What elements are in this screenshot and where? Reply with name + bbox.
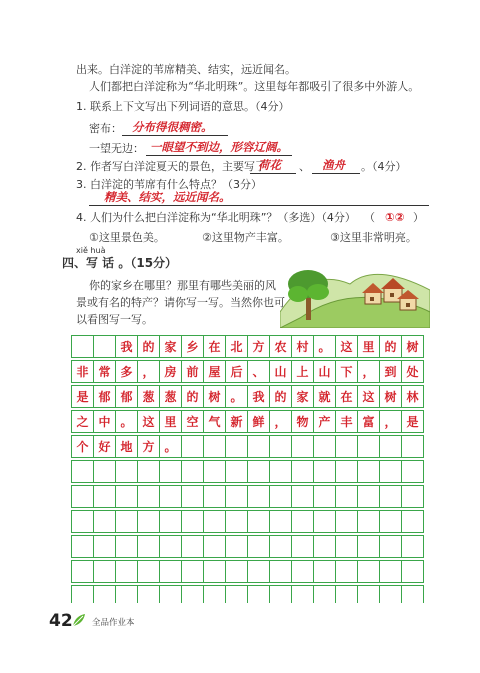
- grid-char: 农: [274, 339, 287, 354]
- writing-grid[interactable]: [71, 335, 426, 603]
- grid-cell: [402, 536, 424, 558]
- grid-cell: [116, 561, 138, 583]
- grid-cell: [160, 536, 182, 558]
- grid-cell: [72, 486, 94, 508]
- grid-cell: [270, 486, 292, 508]
- grid-cell: [226, 486, 248, 508]
- grid-cell: [270, 586, 292, 604]
- grid-cell: [116, 511, 138, 533]
- grid-cell: [336, 511, 358, 533]
- grid-char: 的: [384, 339, 397, 354]
- grid-cell: [204, 561, 226, 583]
- grid-cell: [138, 536, 160, 558]
- grid-char: ，: [142, 364, 155, 379]
- grid-char: 个: [76, 439, 89, 454]
- passage-line-2: 人们都把白洋淀称为“华北明珠”。这里每年都吸引了很多中外游人。: [89, 80, 420, 93]
- section-4-pinyin: xiě huà: [76, 246, 106, 255]
- grid-char: 。: [164, 439, 177, 454]
- grid-cell: [138, 461, 160, 483]
- grid-cell: [402, 561, 424, 583]
- grid-cell: [380, 561, 402, 583]
- grid-cell: [204, 486, 226, 508]
- grid-cell: [94, 511, 116, 533]
- answer-line-1b: [146, 155, 292, 156]
- book-name: 全品作业本: [92, 618, 135, 628]
- question-4-paren-open: （: [364, 211, 375, 224]
- grid-char: 我: [252, 389, 265, 404]
- grid-cell: [248, 561, 270, 583]
- grid-cell: [336, 486, 358, 508]
- grid-cell: [204, 536, 226, 558]
- grid-char: 下: [340, 364, 353, 379]
- grid-char: 这: [362, 389, 375, 404]
- grid-cell: [138, 486, 160, 508]
- grid-cell: [292, 436, 314, 458]
- grid-char: 树: [384, 389, 397, 404]
- grid-cell: [138, 586, 160, 604]
- grid-char: 家: [164, 339, 177, 354]
- grid-char: 非: [76, 364, 89, 379]
- answer-2b: 渔舟: [322, 158, 345, 172]
- grid-cell: [160, 561, 182, 583]
- grid-cell: [94, 486, 116, 508]
- question-1-term-1: 密布：: [89, 122, 122, 135]
- grid-cell: [380, 486, 402, 508]
- grid-char: 到: [384, 364, 397, 379]
- grid-char: 的: [186, 389, 199, 404]
- grid-char: ，: [274, 414, 287, 429]
- grid-char: 林: [406, 389, 419, 404]
- grid-cell: [72, 586, 94, 604]
- section-4-prompt-2: 景或有名的特产？请你写一写。当然你也可: [76, 296, 285, 309]
- grid-char: 上: [296, 364, 309, 379]
- grid-cell: [182, 436, 204, 458]
- grid-cell: [314, 436, 336, 458]
- grid-cell: [270, 536, 292, 558]
- page-number: 42: [49, 611, 73, 631]
- grid-cell: [402, 436, 424, 458]
- grid-cell: [292, 461, 314, 483]
- grid-cell: [72, 511, 94, 533]
- grid-cell: [72, 536, 94, 558]
- grid-cell: [182, 511, 204, 533]
- grid-cell: [182, 536, 204, 558]
- grid-cell: [248, 436, 270, 458]
- grid-cell: [336, 561, 358, 583]
- grid-cell: [358, 536, 380, 558]
- grid-char: 富: [362, 414, 375, 429]
- grid-cell: [380, 461, 402, 483]
- grid-char: 。: [120, 414, 133, 429]
- grid-cell: [204, 511, 226, 533]
- grid-char: 、: [252, 364, 265, 379]
- grid-cell: [358, 561, 380, 583]
- grid-char: 葱: [142, 389, 155, 404]
- question-4-prompt: 4. 人们为什么把白洋淀称为“华北明珠”？（多选）（4分）: [76, 211, 356, 224]
- grid-char: 。: [230, 389, 243, 404]
- grid-char: 乡: [186, 339, 199, 354]
- grid-char: 是: [406, 414, 419, 429]
- grid-cell: [94, 561, 116, 583]
- grid-cell: [402, 511, 424, 533]
- question-2-score: 。（4分）: [361, 160, 407, 173]
- grid-char: 郁: [120, 389, 133, 404]
- grid-cell: [72, 461, 94, 483]
- answer-line-3: [89, 205, 429, 206]
- grid-char: 的: [142, 339, 155, 354]
- grid-char: 鲜: [252, 414, 265, 429]
- grid-cell: [402, 586, 424, 604]
- grid-cell: [248, 511, 270, 533]
- grid-cell: [336, 536, 358, 558]
- grid-char: 北: [230, 339, 243, 354]
- grid-char: 是: [76, 389, 89, 404]
- answer-3: 精美、结实，远近闻名。: [104, 190, 231, 204]
- grid-char: 村: [296, 339, 309, 354]
- question-2-prompt: 2. 作者写白洋淀夏天的景色，主要写了: [76, 160, 266, 173]
- grid-cell: [358, 511, 380, 533]
- grid-char: 郁: [98, 389, 111, 404]
- grid-char: 屋: [208, 364, 221, 379]
- grid-char: 在: [340, 389, 353, 404]
- grid-cell: [72, 336, 94, 358]
- grid-cell: [314, 586, 336, 604]
- grid-cell: [94, 536, 116, 558]
- answer-4: ①②: [385, 210, 405, 224]
- grid-char: 前: [186, 364, 199, 379]
- grid-cell: [226, 561, 248, 583]
- grid-cell: [160, 586, 182, 604]
- grid-cell: [314, 511, 336, 533]
- grid-cell: [226, 436, 248, 458]
- question-1-prompt: 1. 联系上下文写出下列词语的意思。（4分）: [76, 100, 290, 113]
- grid-char: ，: [384, 414, 397, 429]
- answer-line-2b: [312, 173, 360, 174]
- grid-cell: [292, 486, 314, 508]
- grid-cell: [204, 436, 226, 458]
- grid-cell: [314, 486, 336, 508]
- grid-char: 丰: [340, 414, 353, 429]
- answer-2a: 荷花: [258, 158, 281, 172]
- grid-cell: [182, 561, 204, 583]
- grid-cell: [160, 486, 182, 508]
- grid-char: 家: [296, 389, 309, 404]
- grid-char: 葱: [164, 389, 177, 404]
- grid-cell: [248, 586, 270, 604]
- grid-cell: [270, 436, 292, 458]
- grid-char: 气: [208, 414, 221, 429]
- grid-char: 树: [406, 339, 419, 354]
- grid-cell: [226, 536, 248, 558]
- grid-char: 里: [164, 414, 177, 429]
- grid-cell: [358, 436, 380, 458]
- grid-cell: [248, 486, 270, 508]
- answer-1a: 分布得很稠密。: [132, 120, 213, 134]
- grid-cell: [402, 461, 424, 483]
- grid-char: 之: [76, 414, 89, 429]
- grid-cell: [336, 436, 358, 458]
- grid-char: 里: [362, 339, 375, 354]
- grid-cell: [204, 586, 226, 604]
- grid-char: 就: [318, 389, 331, 404]
- grid-cell: [336, 461, 358, 483]
- grid-cell: [94, 336, 116, 358]
- grid-cell: [292, 586, 314, 604]
- grid-char: 物: [296, 414, 309, 429]
- grid-cell: [94, 461, 116, 483]
- question-4-option-1: ①这里景色美。: [89, 231, 165, 244]
- grid-char: 在: [208, 339, 221, 354]
- question-2-separator: 、: [299, 160, 310, 173]
- grid-char: 产: [318, 414, 331, 429]
- grid-cell: [138, 511, 160, 533]
- leaf-logo-icon: [71, 612, 87, 632]
- grid-char: 后: [230, 364, 243, 379]
- grid-cell: [226, 461, 248, 483]
- village-illustration: [280, 262, 430, 328]
- grid-cell: [182, 486, 204, 508]
- section-4-prompt-3: 以看图写一写。: [76, 313, 153, 326]
- grid-cell: [72, 561, 94, 583]
- grid-cell: [160, 511, 182, 533]
- grid-cell: [182, 586, 204, 604]
- question-4-option-3: ③这里非常明亮。: [330, 231, 417, 244]
- answer-line-2a: [250, 173, 296, 174]
- grid-cell: [380, 511, 402, 533]
- grid-cell: [380, 536, 402, 558]
- grid-cell: [226, 586, 248, 604]
- grid-cell: [314, 461, 336, 483]
- grid-cell: [314, 561, 336, 583]
- grid-cell: [292, 511, 314, 533]
- grid-char: 多: [120, 364, 133, 379]
- grid-cell: [160, 461, 182, 483]
- grid-char: 好: [98, 439, 111, 454]
- grid-char: 方: [142, 439, 155, 454]
- grid-cell: [358, 461, 380, 483]
- grid-char: 常: [98, 364, 111, 379]
- grid-cell: [116, 486, 138, 508]
- grid-cell: [248, 536, 270, 558]
- grid-cell: [116, 536, 138, 558]
- grid-char: 空: [186, 414, 199, 429]
- passage-line-1: 出来。白洋淀的苇席精美、结实，远近闻名。: [76, 63, 296, 76]
- grid-char: 我: [120, 339, 133, 354]
- grid-char: 。: [318, 339, 331, 354]
- grid-cell: [270, 511, 292, 533]
- grid-char: 树: [208, 389, 221, 404]
- grid-cell: [358, 586, 380, 604]
- grid-char: 处: [406, 364, 419, 379]
- grid-cell: [380, 586, 402, 604]
- grid-char: 山: [318, 364, 331, 379]
- grid-cell: [116, 586, 138, 604]
- section-4-heading: 四、写 话 。（15分）: [62, 256, 178, 270]
- grid-cell: [292, 536, 314, 558]
- grid-cell: [226, 511, 248, 533]
- grid-cell: [182, 461, 204, 483]
- grid-char: 中: [98, 414, 111, 429]
- grid-cell: [116, 461, 138, 483]
- section-4-prompt-1: 你的家乡在哪里？那里有哪些美丽的风: [89, 279, 276, 292]
- grid-char: 山: [274, 364, 287, 379]
- grid-char: 方: [252, 339, 265, 354]
- question-3-prompt: 3. 白洋淀的苇席有什么特点？（3分）: [76, 178, 262, 191]
- grid-cell: [292, 561, 314, 583]
- question-4-option-2: ②这里物产丰富。: [202, 231, 289, 244]
- grid-char: ，: [362, 364, 375, 379]
- grid-cell: [358, 486, 380, 508]
- grid-char: 这: [340, 339, 353, 354]
- grid-char: 房: [164, 364, 177, 379]
- grid-cell: [204, 461, 226, 483]
- answer-1b: 一眼望不到边，形容辽阔。: [150, 140, 288, 154]
- question-4-paren-close: ）: [413, 211, 424, 224]
- grid-cell: [270, 461, 292, 483]
- grid-cell: [336, 586, 358, 604]
- grid-char: 的: [274, 389, 287, 404]
- grid-char: 新: [230, 414, 243, 429]
- grid-cell: [314, 536, 336, 558]
- grid-cell: [94, 586, 116, 604]
- answer-line-1a: [122, 135, 228, 136]
- grid-cell: [248, 461, 270, 483]
- grid-cell: [138, 561, 160, 583]
- grid-cell: [402, 486, 424, 508]
- grid-cell: [270, 561, 292, 583]
- question-1-term-2: 一望无边：: [89, 142, 144, 155]
- grid-cell: [380, 436, 402, 458]
- grid-char: 这: [142, 414, 155, 429]
- grid-char: 地: [120, 439, 133, 454]
